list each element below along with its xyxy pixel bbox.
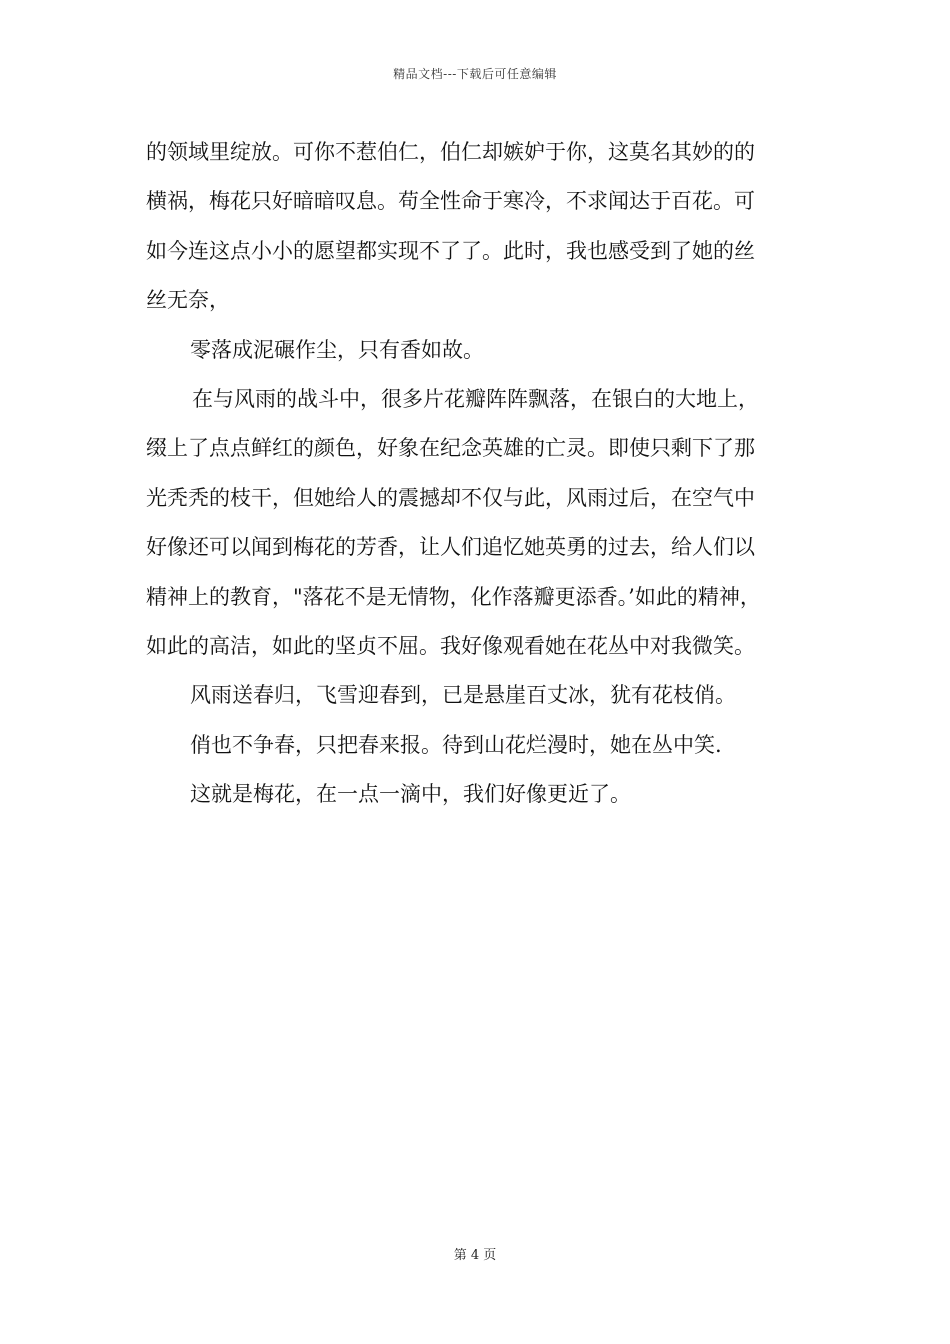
- text-line: 如此的高洁，如此的坚贞不屈。我好像观看她在花丛中对我微笑。: [146, 634, 755, 659]
- text-line: 横祸，梅花只好暗暗叹息。苟全性命于寒冷，不求闻达于百花。可: [146, 189, 755, 214]
- text-line: 丝无奈，: [146, 288, 230, 313]
- text-line: 好像还可以闻到梅花的芳香，让人们追忆她英勇的过去，给人们以: [146, 535, 755, 560]
- text-line: 光秃秃的枝干，但她给人的震撼却不仅与此，风雨过后，在空气中: [146, 485, 755, 510]
- paragraph-start: 在与风雨的战斗中，很多片花瓣阵阵飘落，在银白的大地上，: [192, 387, 759, 412]
- closing-line: 这就是梅花，在一点一滴中，我们好像更近了。: [190, 782, 631, 807]
- page-header: 精品文档---下载后可任意编辑: [393, 67, 557, 81]
- document-body: [146, 128, 826, 820]
- text-line: 精神上的教育，"落花不是无情物，化作落瓣更添香。’如此的精神，: [146, 584, 761, 609]
- poem-line: 俏也不争春，只把春来报。待到山花烂漫时，她在丛中笑.: [190, 732, 722, 757]
- page-number: 第 4 页: [453, 1248, 497, 1263]
- text-line: 缀上了点点鲜红的颜色，好象在纪念英雄的亡灵。即使只剩下了那: [146, 436, 755, 461]
- text-line: 的领域里绽放。可你不惹伯仁，伯仁却嫉妒于你，这莫名其妙的的: [146, 140, 755, 164]
- poem-line: 风雨送春归，飞雪迎春到，已是悬崖百丈冰，犹有花枝俏。: [190, 683, 736, 708]
- poem-line: 零落成泥碾作尘，只有香如故。: [190, 337, 484, 362]
- text-line: 如今连这点小小的愿望都实现不了了。此时，我也感受到了她的丝: [146, 238, 755, 263]
